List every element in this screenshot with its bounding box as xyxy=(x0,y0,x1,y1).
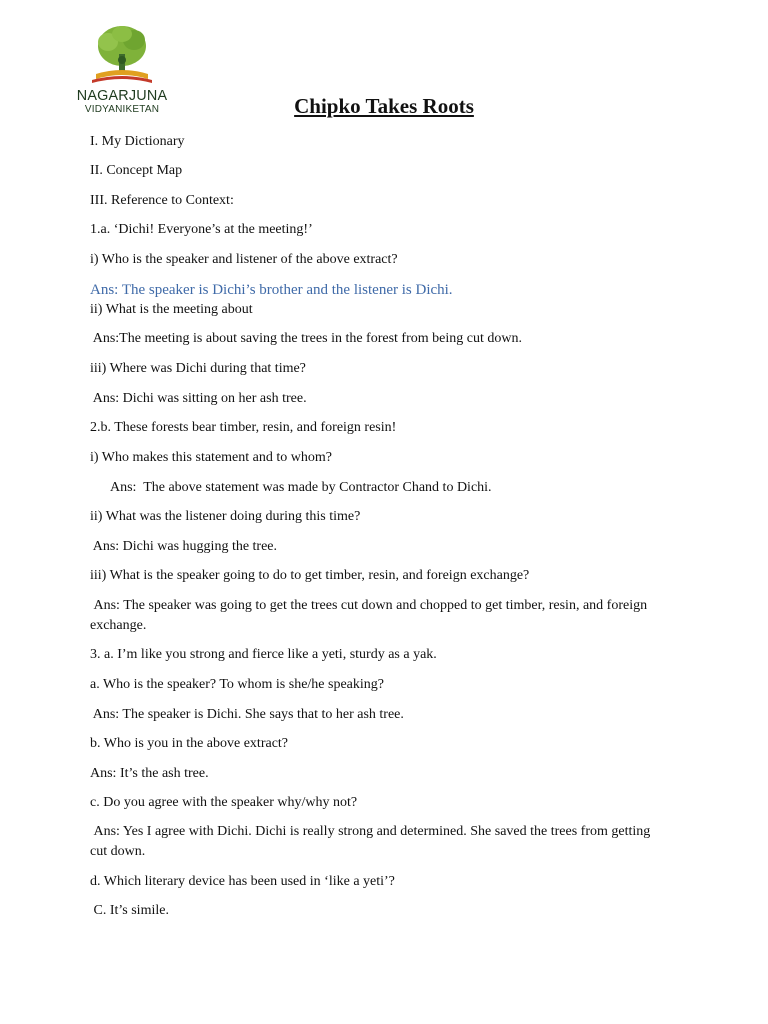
section-heading: II. Concept Map xyxy=(90,163,183,178)
question: a. Who is the speaker? To whom is she/he speaking? xyxy=(90,677,384,692)
question: iii) What is the speaker going to do to get timber, resin, and foreign exchange? xyxy=(90,568,530,583)
question: iii) Where was Dichi during that time? xyxy=(90,361,306,376)
answer: Ans: The above statement was made by Contractor Chand to Dichi. xyxy=(110,480,492,495)
answer: Ans: The speaker is Dichi. She says that to her ash tree. xyxy=(90,707,404,722)
question: b. Who is you in the above extract? xyxy=(90,736,289,751)
question: ii) What is the meeting about xyxy=(90,302,253,317)
answer: Ans: Yes I agree with Dichi. Dichi is really strong and determined. She saved the trees from getting cut down. xyxy=(90,824,654,859)
tree-book-icon xyxy=(86,24,158,88)
extract-quote: 1.a. ‘Dichi! Everyone’s at the meeting!’ xyxy=(90,222,313,237)
answer: Ans: Dichi was sitting on her ash tree. xyxy=(90,391,307,406)
extract-quote: 3. a. I’m like you strong and fierce like a yeti, sturdy as a yak. xyxy=(90,647,437,662)
question: i) Who is the speaker and listener of the above extract? xyxy=(90,252,398,267)
answer: Ans: It’s the ash tree. xyxy=(90,766,209,781)
section-heading: I. My Dictionary xyxy=(90,134,185,149)
extract-quote: 2.b. These forests bear timber, resin, and foreign resin! xyxy=(90,420,397,435)
section-heading: III. Reference to Context: xyxy=(90,193,234,208)
answer-highlighted: Ans: The speaker is Dichi’s brother and the listener is Dichi. xyxy=(90,282,453,298)
question: ii) What was the listener doing during this time? xyxy=(90,509,361,524)
question: d. Which literary device has been used in ‘like a yeti’? xyxy=(90,874,395,889)
answer: Ans:The meeting is about saving the trees in the forest from being cut down. xyxy=(90,331,522,346)
answer: Ans: The speaker was going to get the trees cut down and chopped to get timber, resin, and foreign exchange. xyxy=(90,598,651,633)
logo-subtitle: VIDYANIKETAN xyxy=(84,104,160,115)
answer: Ans: Dichi was hugging the tree. xyxy=(90,539,278,554)
question: i) Who makes this statement and to whom? xyxy=(90,450,332,465)
page-title: Chipko Takes Roots xyxy=(294,94,474,118)
answer: C. It’s simile. xyxy=(90,903,169,918)
question: c. Do you agree with the speaker why/why not? xyxy=(90,795,358,810)
logo-name: NAGARJUNA xyxy=(76,87,168,104)
